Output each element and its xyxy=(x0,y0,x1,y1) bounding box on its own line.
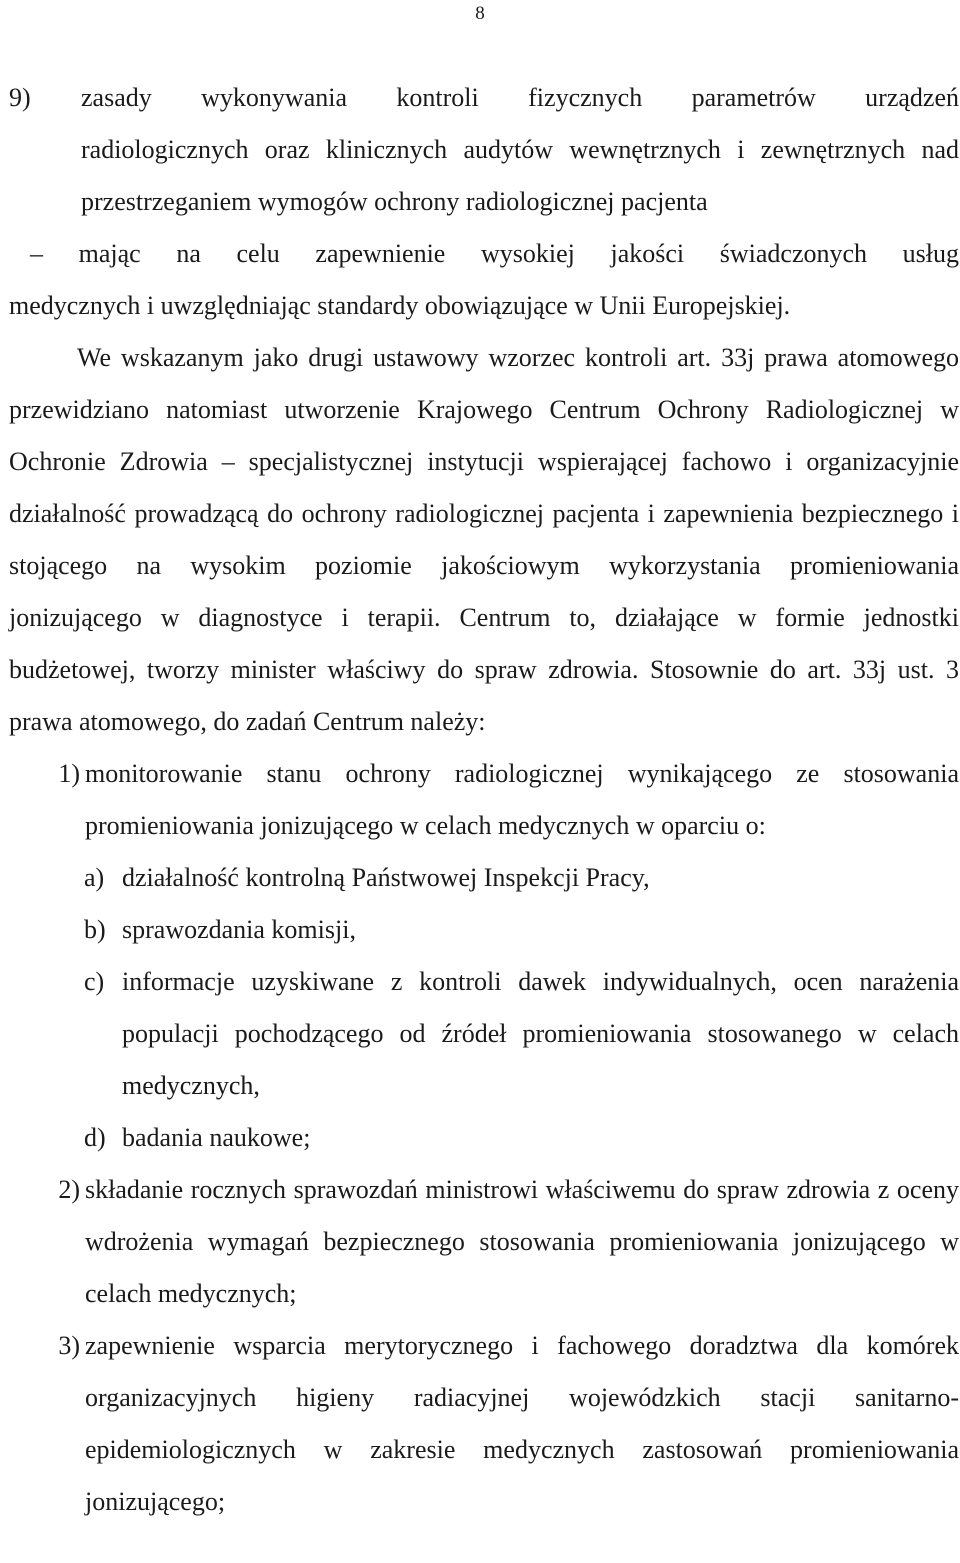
document-body xyxy=(9,72,959,1528)
point-9 xyxy=(9,72,959,228)
main-paragraph: We wskazanym jako drugi ustawowy wzorzec kontroli art. 33j prawa atomowego przewidziano natomiast utworzenie Krajowego Centrum Ochrony Radiologicznej w Ochronie Zdrowia – specjalistycznej instytucji wspierającej fachowo i organizacyjnie działalność prowadzącą do ochrony radiologicznej pacjenta i zapewnienia bezpiecznego i stojącego na wysokim poziomie jakościowym wykorzystania promieniowania jonizującego w diagnostyce i terapii. Centrum to, działające w formie jednostki budżetowej, tworzy minister właściwy do spraw zdrowia. Stosownie do art. 33j ust. 3 prawa atomowego, do zadań Centrum należy: xyxy=(9,343,959,736)
page-number: 8 xyxy=(475,3,485,24)
subitem-text: sprawozdania komisji, xyxy=(122,915,356,944)
task-number: 3) xyxy=(58,1331,80,1360)
subitem-a xyxy=(84,852,959,904)
subitem-d xyxy=(84,1112,959,1164)
subitem-text: działalność kontrolną Państwowej Inspekcji Pracy, xyxy=(122,863,650,892)
task-item-2 xyxy=(9,1164,959,1320)
task-item-3 xyxy=(9,1320,959,1528)
subitem-letter: a) xyxy=(84,863,105,892)
point-9-line-2: radiologicznych oraz klinicznych audytów wewnętrznych i zewnętrznych nad xyxy=(81,135,959,164)
subitem-letter: c) xyxy=(84,967,105,996)
task-text: zapewnienie wsparcia merytorycznego i fachowego doradztwa dla komórek organizacyjnych higieny radiacyjnej wojewódzkich stacji sanitarno-epidemiologicznych w zakresie medycznych zastosowań promieniowania jonizującego; xyxy=(85,1331,959,1516)
subitem-c xyxy=(84,956,959,1112)
subitem-b xyxy=(84,904,959,956)
dash-clause-line-1: – mając na celu zapewnienie wysokiej jakości świadczonych usług xyxy=(30,239,959,268)
task-item-1 xyxy=(9,748,959,852)
subitem-letter: b) xyxy=(84,915,106,944)
task-number: 1) xyxy=(58,759,80,788)
subitem-text: badania naukowe; xyxy=(122,1123,311,1152)
task-text: monitorowanie stanu ochrony radiologicznej wynikającego ze stosowania promieniowania jonizującego w celach medycznych w oparciu o: xyxy=(85,759,959,840)
dash-clause-line-2: medycznych i uwzględniając standardy obowiązujące w Unii Europejskiej. xyxy=(9,291,791,320)
point-9-number: 9) xyxy=(9,83,31,112)
subitem-letter: d) xyxy=(84,1123,106,1152)
point-9-line-3: przestrzeganiem wymogów ochrony radiologicznej pacjenta xyxy=(81,187,708,216)
subitem-text: informacje uzyskiwane z kontroli dawek indywidualnych, ocen narażenia populacji pochodzącego od źródeł promieniowania stosowanego w celach medycznych, xyxy=(122,967,959,1100)
task-text: składanie rocznych sprawozdań ministrowi właściwemu do spraw zdrowia z oceny wdrożenia wymagań bezpiecznego stosowania promieniowania jonizującego w celach medycznych; xyxy=(85,1175,959,1308)
task-number: 2) xyxy=(58,1175,80,1204)
point-9-line-1: zasady wykonywania kontroli fizycznych parametrów urządzeń xyxy=(81,83,959,112)
